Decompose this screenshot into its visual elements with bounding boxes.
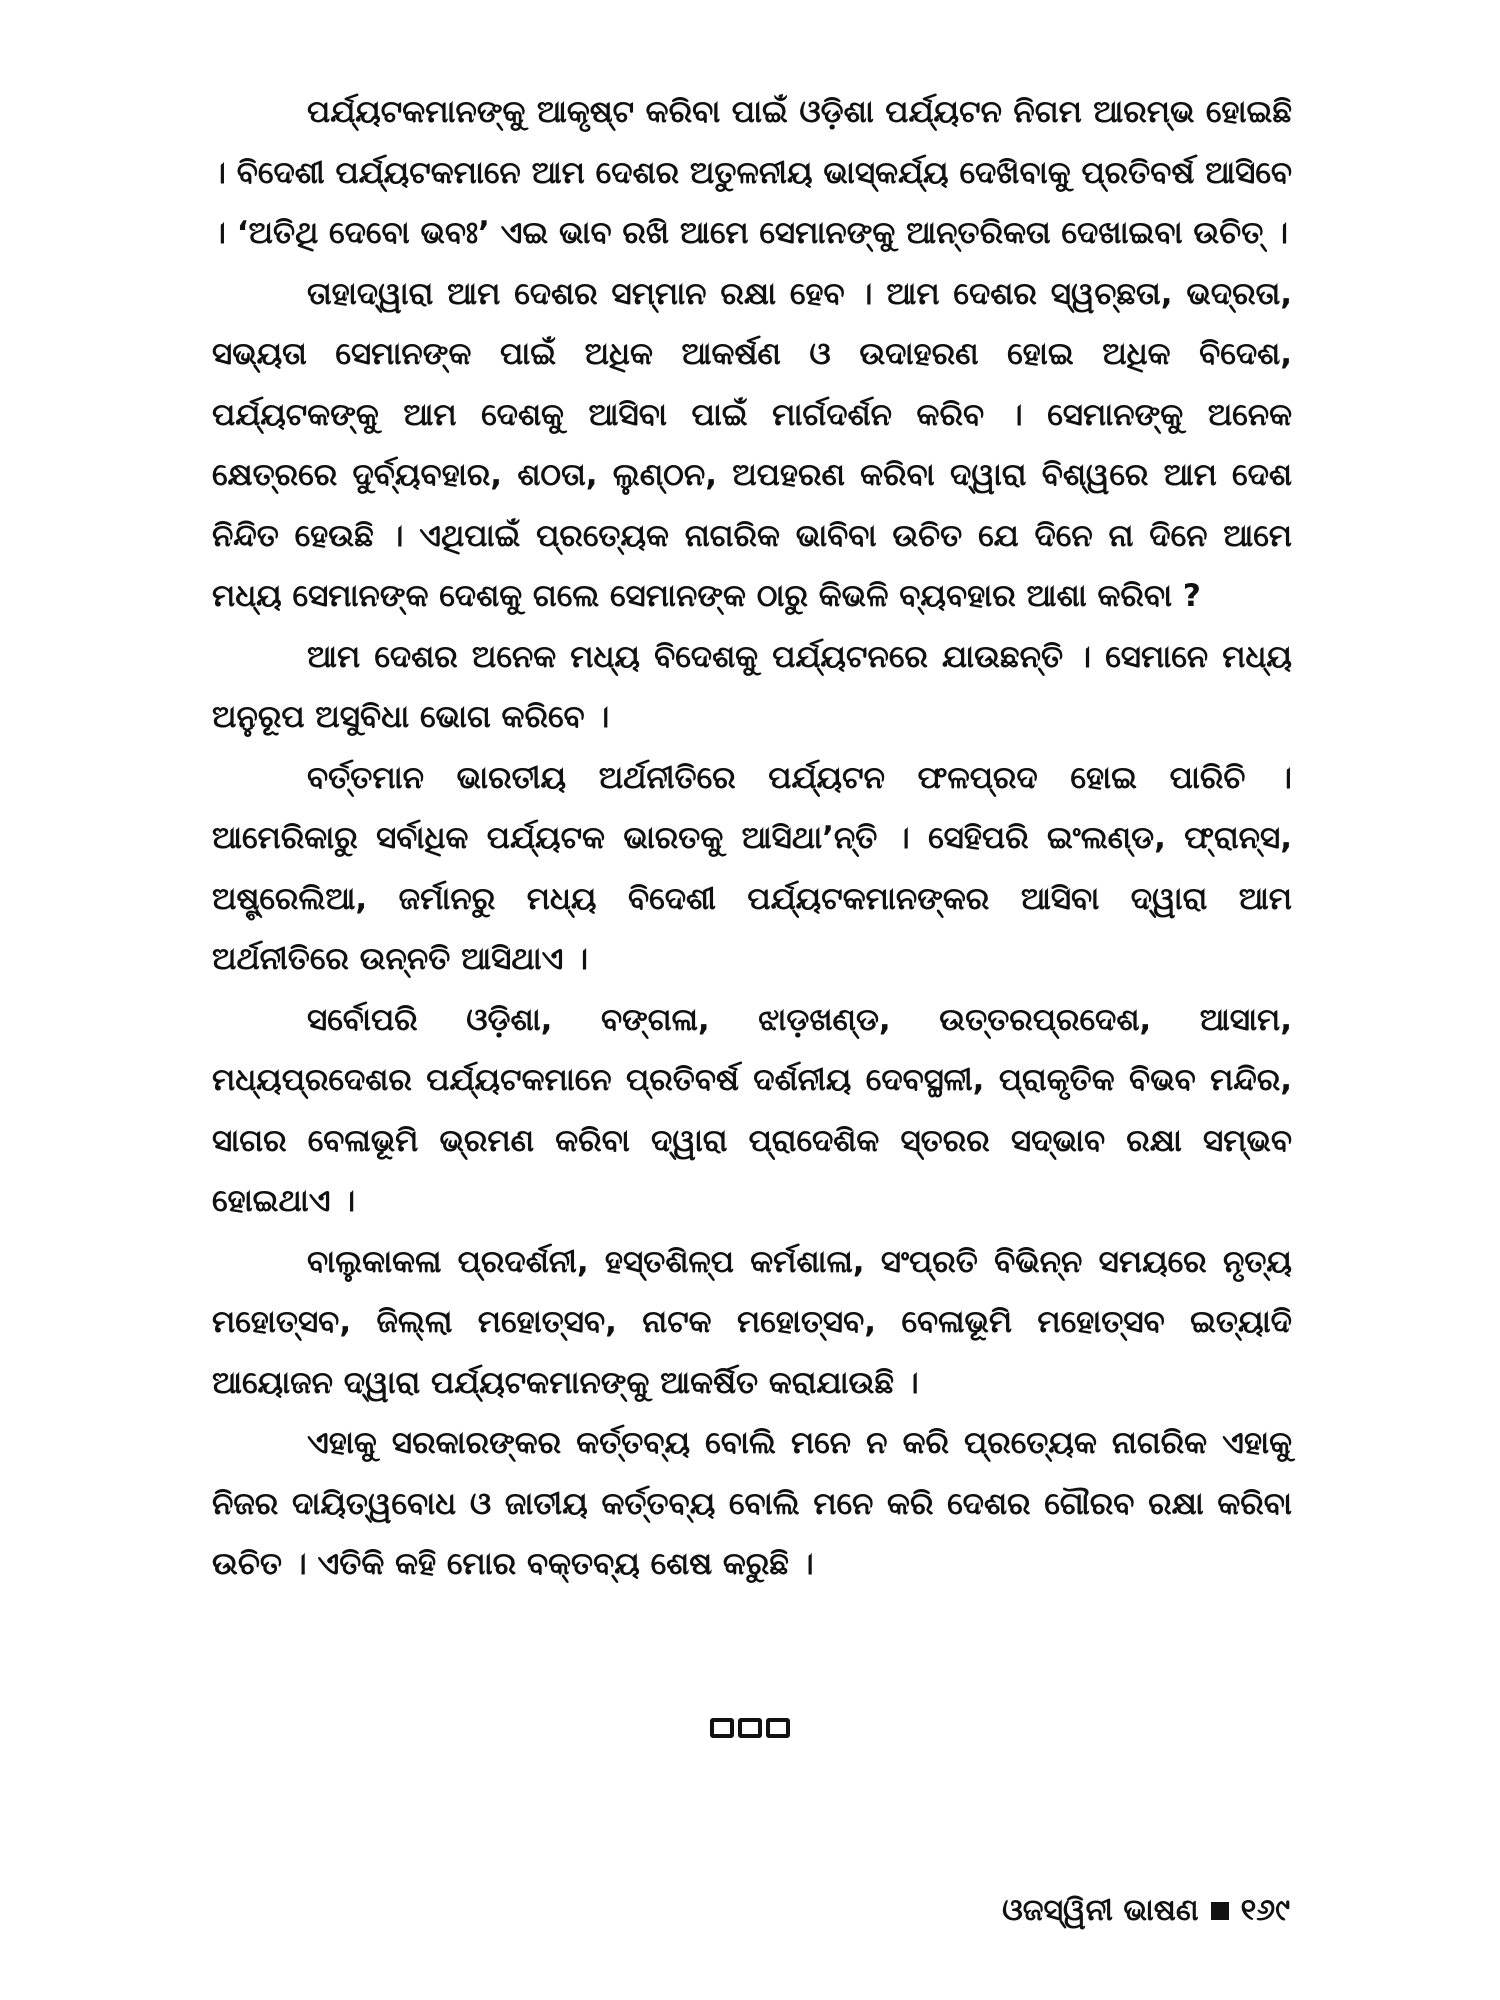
paragraph-5: ସର୍ବୋପରି ଓଡ଼ିଶା, ବଙ୍ଗଳା, ଝାଡ଼ଖଣ୍ଡ, ଉତ୍ତରପ୍ରଦେଶ, ଆସାମ, ମଧ୍ୟପ୍ରଦେଶର ପର୍ଯ୍ୟଟକମାନେ ପ୍ରତିବର୍ଷ ଦର୍ଶନୀୟ ଦେବସ୍ଥଳୀ, ପ୍ରାକୃତିକ ବିଭବ ମନ୍ଦିର, ସାଗର ବେଳାଭୂମି ଭ୍ରମଣ କରିବା ଦ୍ୱାରା ପ୍ରାଦେଶିକ ସ୍ତରର ସଦ୍‌ଭାବ ରକ୍ଷା ସମ୍ଭବ ହୋଇଥାଏ । [212, 1001, 1292, 1219]
paragraph-6: ବାଲୁକାକଳା ପ୍ରଦର୍ଶନୀ, ହସ୍ତଶିଳ୍ପ କର୍ମଶାଳା, ସଂପ୍ରତି ବିଭିନ୍ନ ସମୟରେ ନୃତ୍ୟ ମହୋତ୍ସବ, ଜିଲ୍ଲା ମହୋତ୍ସବ, ନାଟକ ମହୋତ୍ସବ, ବେଳାଭୂମି ମହୋତ୍ସବ ଇତ୍ୟାଦି ଆୟୋଜନ ଦ୍ୱାରା ପର୍ଯ୍ୟଟକମାନଙ୍କୁ ଆକର୍ଷିତ କରାଯାଉଛି । [212, 1243, 1292, 1401]
paragraph-7: ଏହାକୁ ସରକାରଙ୍କର କର୍ତ୍ତବ୍ୟ ବୋଲି ମନେ ନ କରି ପ୍ରତ୍ୟେକ ନାଗରିକ ଏହାକୁ ନିଜର ଦାୟିତ୍ୱବୋଧ ଓ ଜାତୀୟ କର୍ତ୍ତବ୍ୟ ବୋଲି ମନେ କରି ଦେଶର ଗୌରବ ରକ୍ଷା କରିବା ଉଚିତ । ଏତିକି କହି ମୋର ବକ୍ତବ୍ୟ ଶେଷ କରୁଛି । [212, 1425, 1292, 1582]
ornament-box-icon [710, 1718, 734, 1738]
paragraph-3: ଆମ ଦେଶର ଅନେକ ମଧ୍ୟ ବିଦେଶକୁ ପର୍ଯ୍ୟଟନରେ ଯାଉଛନ୍ତି । ସେମାନେ ମଧ୍ୟ ଅନୁରୂପ ଅସୁବିଧା ଭୋଗ କରିବେ । [212, 638, 1292, 735]
ornament-box-icon [766, 1718, 790, 1738]
essay-body [212, 82, 1292, 1595]
paragraph-1: ପର୍ଯ୍ୟଟକମାନଙ୍କୁ ଆକୃଷ୍ଟ କରିବା ପାଇଁ ଓଡ଼ିଶା ପର୍ଯ୍ୟଟନ ନିଗମ ଆରମ୍ଭ ହୋଇଛି । ବିଦେଶୀ ପର୍ଯ୍ୟଟକମାନେ ଆମ ଦେଶର ଅତୁଳନୀୟ ଭାସ୍କର୍ଯ୍ୟ ଦେଖିବାକୁ ପ୍ରତିବର୍ଷ ଆସିବେ । ‘ଅତିଥି ଦେବୋ ଭବଃ’ ଏଇ ଭାବ ରଖି ଆମେ ସେମାନଙ୍କୁ ଆନ୍ତରିକତା ଦେଖାଇବା ଉଚିତ୍ । [212, 94, 1292, 251]
ornament-box-icon [738, 1718, 762, 1738]
page-footer [1002, 1893, 1290, 1928]
paragraph-4: ବର୍ତ୍ତମାନ ଭାରତୀୟ ଅର୍ଥନୀତିରେ ପର୍ଯ୍ୟଟନ ଫଳପ୍ରଦ ହୋଇ ପାରିଚି । ଆମେରିକାରୁ ସର୍ବାଧିକ ପର୍ଯ୍ୟଟକ ଭାରତକୁ ଆସିଥା’ନ୍ତି । ସେହିପରି ଇଂଲଣ୍ଡ, ଫ୍ରାନ୍ସ, ଅଷ୍ଟ୍ରେଲିଆ, ଜର୍ମାନରୁ ମଧ୍ୟ ବିଦେଶୀ ପର୍ଯ୍ୟଟକମାନଙ୍କର ଆସିବା ଦ୍ୱାରା ଆମ ଅର୍ଥନୀତିରେ ଉନ୍ନତି ଆସିଥାଏ । [212, 759, 1292, 977]
footer-page-number: ୧୬୯ [1240, 1893, 1290, 1928]
square-bullet-icon [1211, 1902, 1229, 1920]
paragraph-2: ତାହାଦ୍ୱାରା ଆମ ଦେଶର ସମ୍ମାନ ରକ୍ଷା ହେବ । ଆମ ଦେଶର ସ୍ୱଚ୍ଛତା, ଭଦ୍ରତା, ସଭ୍ୟତା ସେମାନଙ୍କ ପାଇଁ ଅଧିକ ଆକର୍ଷଣ ଓ ଉଦାହରଣ ହୋଇ ଅଧିକ ବିଦେଶ, ପର୍ଯ୍ୟଟକଙ୍କୁ ଆମ ଦେଶକୁ ଆସିବା ପାଇଁ ମାର୍ଗଦର୍ଶନ କରିବ । ସେମାନଙ୍କୁ ଅନେକ କ୍ଷେତ୍ରରେ ଦୁର୍ବ୍ୟବହାର, ଶଠତା, ଲୁଣ୍ଠନ, ଅପହରଣ କରିବା ଦ୍ୱାରା ବିଶ୍ୱରେ ଆମ ଦେଶ ନିନ୍ଦିତ ହେଉଛି । ଏଥିପାଇଁ ପ୍ରତ୍ୟେକ ନାଗରିକ ଭାବିବା ଉଚିତ ଯେ ଦିନେ ନା ଦିନେ ଆମେ ମଧ୍ୟ ସେମାନଙ୍କ ଦେଶକୁ ଗଲେ ସେମାନଙ୍କ ଠାରୁ କିଭଳି ବ୍ୟବହାର ଆଶା କରିବା ? [212, 275, 1292, 614]
footer-book-title: ଓଜସ୍ୱିନୀ ଭାଷଣ [1002, 1893, 1199, 1928]
section-end-ornament [0, 1718, 1500, 1738]
